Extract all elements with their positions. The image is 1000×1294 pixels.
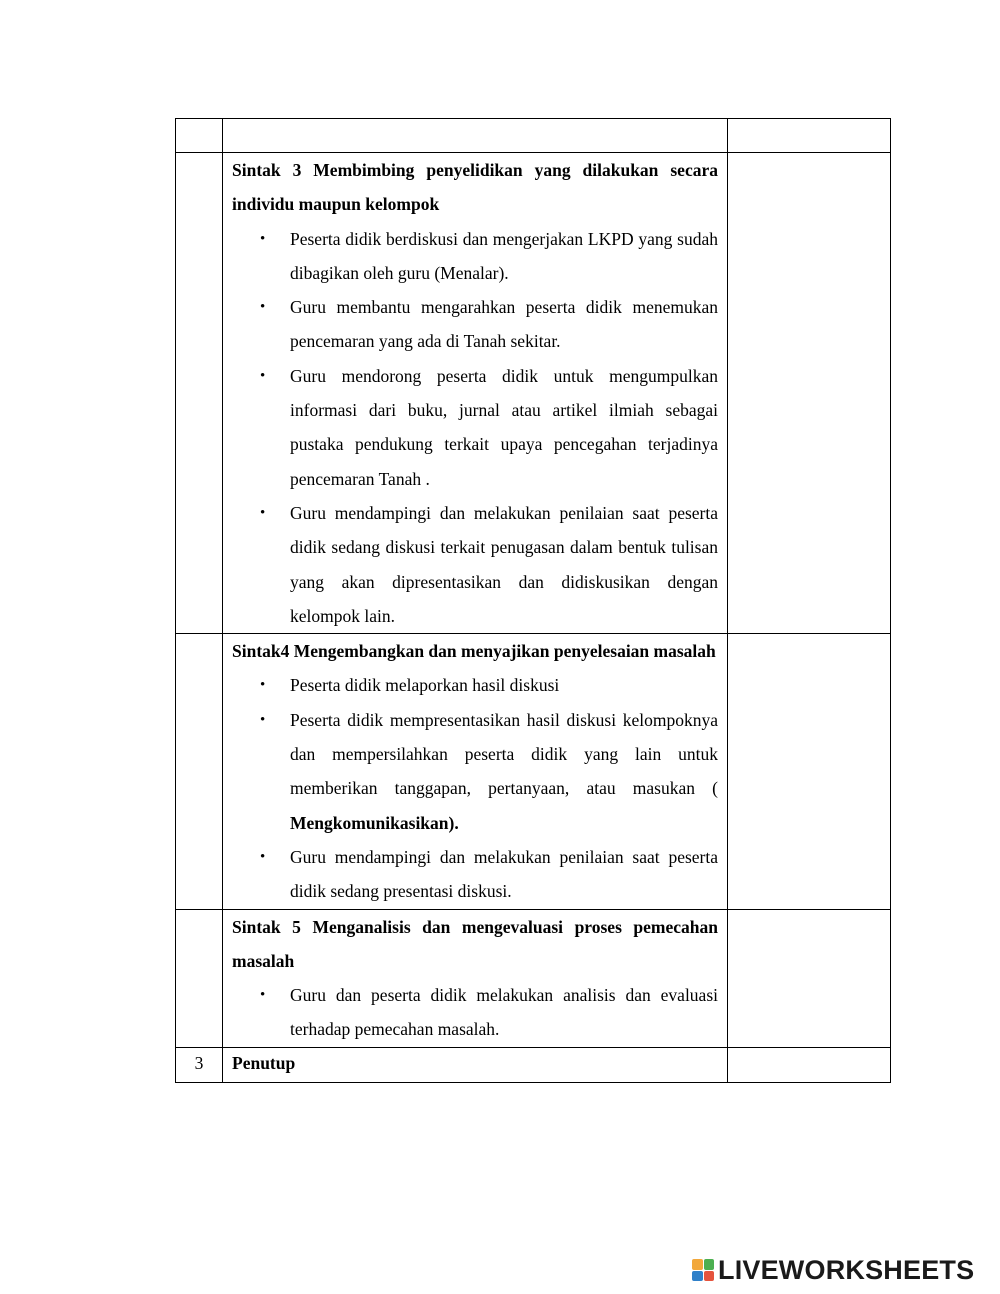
time-cell	[728, 1047, 891, 1082]
number-cell	[176, 634, 223, 909]
sintak5-title: Sintak 5 Menganalisis dan mengevaluasi proses pemecahan masalah	[232, 916, 718, 971]
time-cell	[728, 909, 891, 1047]
liveworksheets-logo	[692, 1255, 974, 1285]
list-item: • Guru membantu mengarahkan peserta didik menemukan pencemaran yang ada di Tanah sekitar.	[232, 290, 718, 359]
list-item: • Peserta didik melaporkan hasil diskusi	[232, 668, 718, 702]
bullet-icon	[260, 359, 265, 393]
number-cell	[176, 153, 223, 634]
list-item: • Peserta didik mempresentasikan hasil diskusi kelompoknya dan mempersilahkan peserta didik yang lain untuk memberikan tanggapan, pertanyaan, atau masukan ( Mengkomunikasikan).	[232, 703, 718, 840]
logo-square	[704, 1271, 715, 1282]
sintak5-list	[232, 978, 718, 1047]
sintak4-title: Sintak4 Mengembangkan dan menyajikan penyelesaian masalah	[232, 641, 716, 662]
list-item: • Guru mendampingi dan melakukan penilaian saat peserta didik sedang presentasi diskusi.	[232, 840, 718, 909]
bullet-icon	[260, 703, 265, 737]
lesson-activity-table	[175, 118, 891, 1083]
table-row-sintak5	[176, 909, 891, 1047]
penutup-title: Penutup	[232, 1052, 296, 1073]
logo-mark-icon	[692, 1259, 714, 1281]
sintak4-list	[232, 668, 718, 908]
activity-cell	[223, 153, 728, 634]
table-row-penutup	[176, 1047, 891, 1082]
bullet-icon	[260, 222, 265, 256]
table-row-sintak3	[176, 153, 891, 634]
table-row	[176, 119, 891, 153]
sintak3-list	[232, 222, 718, 634]
activity-cell	[223, 1047, 728, 1082]
activity-cell	[223, 634, 728, 909]
bullet-icon	[260, 840, 265, 874]
logo-square	[692, 1259, 703, 1270]
bullet-icon	[260, 978, 265, 1012]
logo-square	[704, 1259, 715, 1270]
table-row-sintak4	[176, 634, 891, 909]
time-cell	[728, 153, 891, 634]
number-cell	[176, 909, 223, 1047]
activity-cell	[223, 119, 728, 153]
list-item: • Guru dan peserta didik melakukan analisis dan evaluasi terhadap pemecahan masalah.	[232, 978, 718, 1047]
list-item: • Guru mendorong peserta didik untuk mengumpulkan informasi dari buku, jurnal atau artikel ilmiah sebagai pustaka pendukung terkait upaya pencegahan terjadinya pencemaran Tanah .	[232, 359, 718, 496]
list-item: • Peserta didik berdiskusi dan mengerjakan LKPD yang sudah dibagikan oleh guru (Menalar).	[232, 222, 718, 291]
bullet-icon	[260, 290, 265, 324]
number-cell	[176, 119, 223, 153]
list-item: • Guru mendampingi dan melakukan penilaian saat peserta didik sedang diskusi terkait penugasan dalam bentuk tulisan yang akan dipresentasikan dan didiskusikan dengan kelompok lain.	[232, 496, 718, 633]
bullet-icon	[260, 496, 265, 530]
row-number: 3	[176, 1047, 223, 1082]
time-cell	[728, 119, 891, 153]
logo-text: LIVEWORKSHEETS	[718, 1254, 975, 1285]
activity-cell	[223, 909, 728, 1047]
sintak3-title: Sintak 3 Membimbing penyelidikan yang dilakukan secara individu maupun kelompok	[232, 160, 718, 215]
time-cell	[728, 634, 891, 909]
logo-square	[692, 1271, 703, 1282]
bullet-icon	[260, 668, 265, 702]
